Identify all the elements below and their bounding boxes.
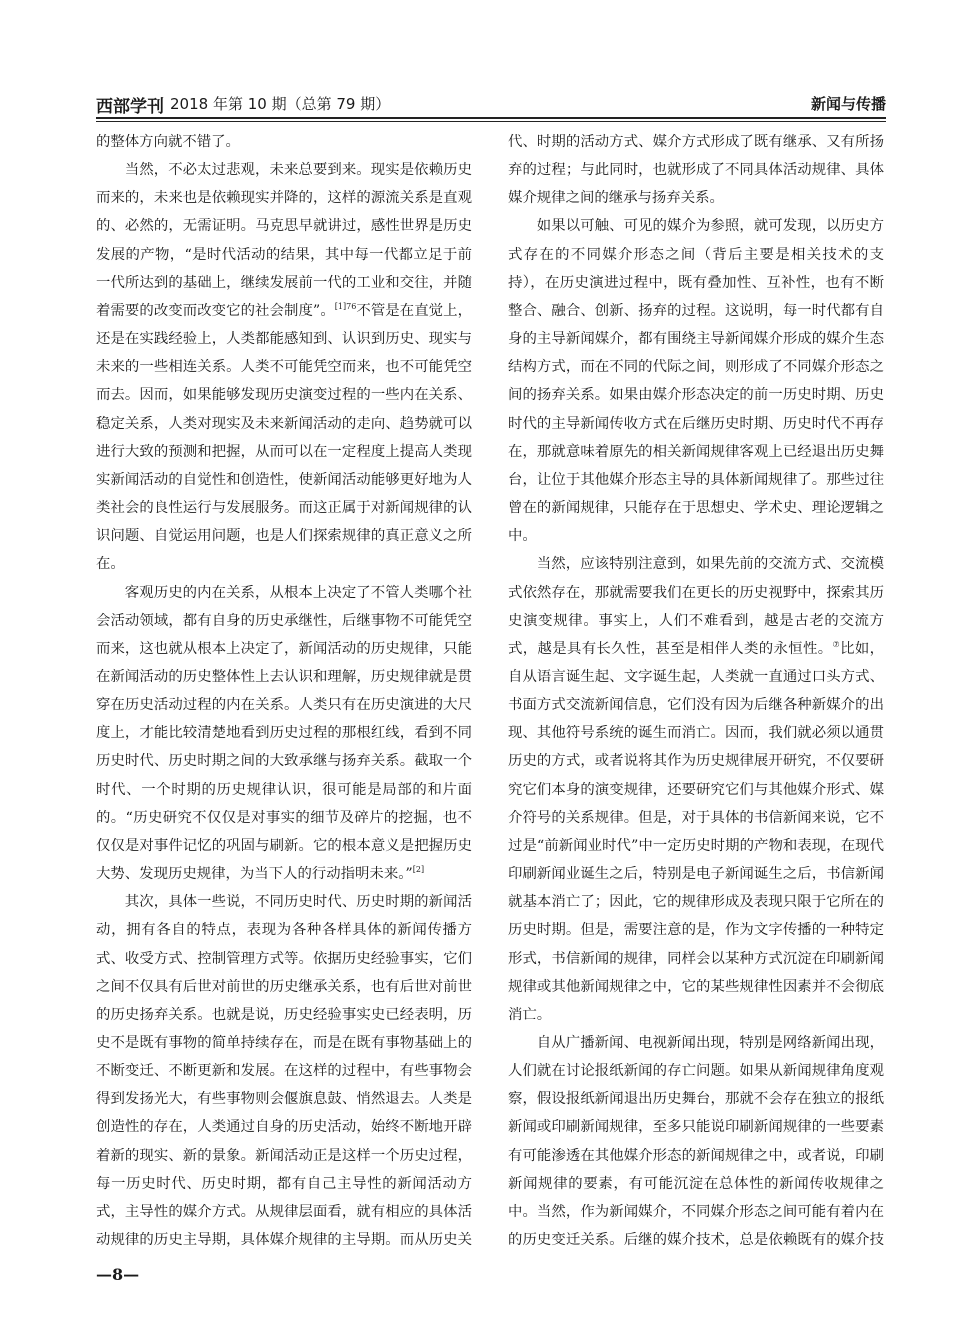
paragraph (96, 156, 472, 578)
citation-mark: ⑦ (832, 639, 841, 649)
paragraph (508, 128, 884, 212)
journal-masthead: 西部学刊 (96, 97, 164, 117)
paragraph (508, 550, 884, 1029)
paragraph-text: 其次，具体一些说，不同历史时代、历史时期的新闻活动，拥有各自的特点，表现为各种各样具体的新闻传播方式、收受方式、控制管理方式等。依据历史经验事实，它们之间不仅具有后世对前世的历史继承关系，也有后世对前世的历史扬弃关系。也就是说，历史经验事实史已经表明，历史不是既有事物的简单持续存在，而是在既有事物基础上的不断变迁、不断更新和发展。在这样的过程中，有些事物会得到发扬光大，有些事物则会偃旗息鼓、悄然退去。人类是创造性的存在，人类通过自身的历史活动，始终不断地开辟着新的现实、新的景象。新闻活动正是这样一个历史过程，每一历史时代、历史时期，都有自己主导性的新闻活动方式，主导性的媒介方式。从规律层面看，就有相应的具体活动规律的历史主导期，具体媒介规律的主导期。而从历史关 (96, 894, 472, 1249)
citation-mark: [1]76 (334, 301, 357, 311)
paragraph-text: 如果以可触、可见的媒介为参照，就可发现，以历史方式存在的不同媒介形态之间（背后主要是相关技术的支持），在历史演进过程中，既有叠加性、互补性，也有不断整合、融合、创新、扬弃的过程。这说明，每一时代都有自身的主导新闻媒介，都有围绕主导新闻媒介形成的媒介生态结构方式，而在不同的代际之间，则形成了不同媒介形态之间的扬弃关系。如果由媒介形态决定的前一历史时期、历史时代的主导新闻传收方式在后继历史时期、历史时代不再存在，那就意味着原先的相关新闻规律客观上已经退出历史舞台，让位于其他媒介形态主导的具体新闻规律了。那些过往曾在的新闻规律，只能存在于思想史、学术史、理论逻辑之中。 (508, 218, 884, 545)
paragraph-text-continued: 比如，自从语言诞生起、文字诞生起，人类就一直通过口头方式、书面方式交流新闻信息，它们没有因为后继各种新媒介的出现、其他符号系统的诞生而消亡。因而，我们就必须以通贯历史的方式，或者说将其作为历史规律展开研究，不仅要研究它们本身的演变规律，还要研究它们与其他媒介形式、媒介符号的关系规律。但是，对于具体的书信新闻来说，它不过是“前新闻业时代”中一定历史时期的产物和表现，在现代印刷新闻业诞生之后，特别是电子新闻诞生之后，书信新闻就基本消亡了；因此，它的规律形成及表现只限于它所在的历史时期。但是，需要注意的是，作为文字传播的一种特定形式，书信新闻的规律，同样会以某种方式沉淀在印刷新闻规律或其他新闻规律之中，它的某些规律性因素并不会彻底消亡。 (508, 640, 884, 1023)
paragraph-text: 代、时期的活动方式、媒介方式形成了既有继承、又有所扬弃的过程；与此同时，也就形成了不同具体活动规律、具体媒介规律之间的继承与扬弃关系。 (508, 134, 884, 207)
issue-info: 2018 年第 10 期（总第 79 期） (170, 95, 391, 113)
paragraph (96, 888, 472, 1256)
paragraph-text-continued: 不管是在直觉上，还是在实践经验上，人类都能感知到、认识到历史、现实与未来的一些相连关系。人类不可能凭空而来，也不可能凭空而去。因而，如果能够发现历史演变过程的一些内在关系、稳定关系，人类对现实及未来新闻活动的走向、趋势就可以进行大致的预测和把握，从而可以在一定程度上提高人类现实新闻活动的自觉性和创造性，使新闻活动能够更好地为人类社会的良性运行与发展服务。而这正属于对新闻规律的认识问题、自觉运用问题，也是人们探索规律的真正意义之所在。 (96, 302, 472, 573)
page-number: —8— (96, 1265, 140, 1284)
paragraph-text: 的整体方向就不错了。 (96, 134, 240, 150)
paragraph-text: 当然，应该特别注意到，如果先前的交流方式、交流模式依然存在，那就需要我们在更长的历史视野中，探索其历史演变规律。事实上，人们不难看到，越是古老的交流方式，越是具有长久性，甚至是相伴人类的永恒性。 (508, 556, 884, 657)
page-header (96, 88, 886, 122)
header-rule-thin (96, 121, 886, 122)
paragraph (96, 128, 472, 156)
paragraph-text: 当然，不必太过悲观，未来总要到来。现实是依赖历史而来的，未来也是依赖现实并降的，这样的源流关系是直观的、必然的，无需证明。马克思早就讲过，感性世界是历史发展的产物，“是时代活动的结果，其中每一代都立足于前一代所达到的基础上，继续发展前一代的工业和交往，并随着需要的改变而改变它的社会制度”。 (96, 162, 472, 319)
paragraph-text: 自从广播新闻、电视新闻出现，特别是网络新闻出现，人们就在讨论报纸新闻的存亡问题。如果从新闻规律角度观察，假设报纸新闻退出历史舞台，那就不会存在独立的报纸新闻或印刷新闻规律，至多只能说印刷新闻规律的一些要素有可能渗透在其他媒介形态的新闻规律之中，或者说，印刷新闻规律的要素，有可能沉淀在总体性的新闻传收规律之中。当然，作为新闻媒介，不同媒介形态之间可能有着内在的历史变迁关系。后继的媒介技术，总是依赖既有的媒介技 (508, 1035, 884, 1249)
paragraph-text: 客观历史的内在关系，从根本上决定了不管人类哪个社会活动领域，都有自身的历史承继性，后继事物不可能凭空而来，这也就从根本上决定了，新闻活动的历史规律，只能在新闻活动的历史整体性上去认识和理解，历史规律就是贯穿在历史活动过程的内在关系。人类只有在历史演进的大尺度上，才能比较清楚地看到历史过程的那根红线，看到不同历史时代、历史时期之间的大致承继与扬弃关系。截取一个时代、一个时期的历史规律认识，很可能是局部的和片面的。“历史研究不仅仅是对事实的细节及碎片的挖掘，也不仅仅是对事件记忆的巩固与刷新。它的根本意义是把握历史大势、发现历史规律，为当下人的行动指明未来。” (96, 584, 472, 883)
citation-mark: [2] (412, 865, 425, 875)
paragraph (508, 1029, 884, 1256)
section-title: 新闻与传播 (810, 95, 886, 113)
header-rule-thick (96, 117, 886, 119)
paragraph (508, 212, 884, 550)
right-column (508, 128, 884, 1256)
paragraph (96, 579, 472, 889)
left-column (96, 128, 472, 1256)
